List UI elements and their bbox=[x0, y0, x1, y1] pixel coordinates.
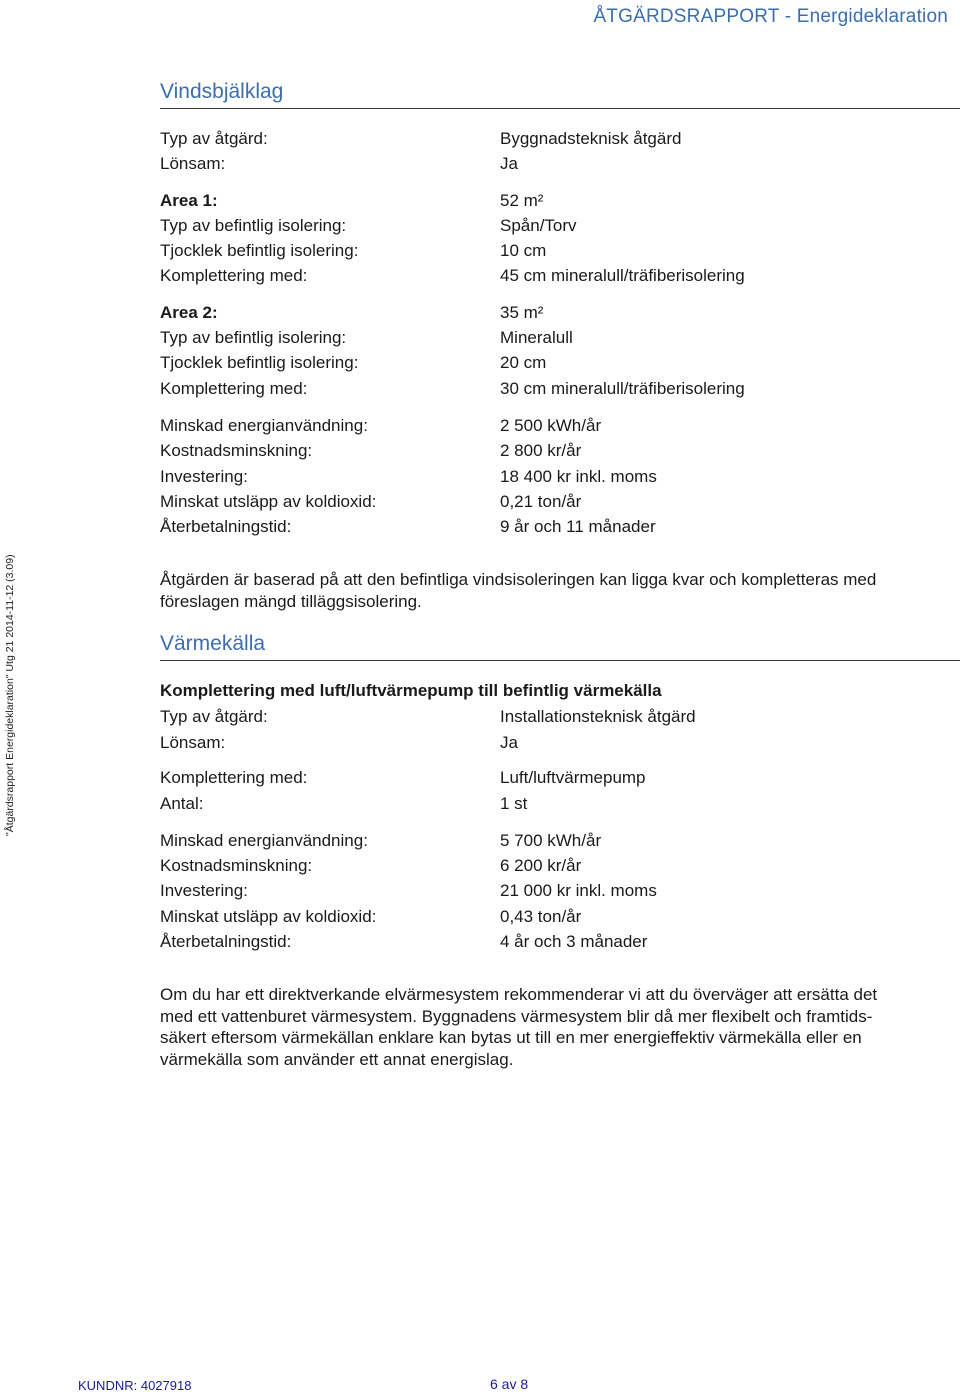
row-kostnad bbox=[160, 439, 940, 463]
row-area2-kompl bbox=[160, 377, 940, 401]
vk-row-invest bbox=[160, 879, 940, 903]
vk-row-kompl bbox=[160, 766, 940, 790]
value-energi: 2 500 kWh/år bbox=[500, 416, 602, 435]
label-area2-tjock: Tjocklek befintlig isolering: bbox=[160, 353, 359, 372]
value-co2: 0,21 ton/år bbox=[500, 492, 582, 511]
note-line: värmekälla som använder ett annat energislag. bbox=[160, 1049, 514, 1069]
row-area1-isol bbox=[160, 214, 940, 238]
value-area2-isol: Mineralull bbox=[500, 328, 573, 347]
label-kostnad: Kostnadsminskning: bbox=[160, 441, 313, 460]
section-title-vindsbjalklag: Vindsbjälklag bbox=[160, 80, 960, 109]
row-area2-tjock bbox=[160, 351, 940, 375]
vk-value-typ: Installationsteknisk åtgärd bbox=[500, 707, 696, 726]
label-energi: Minskad energianvändning: bbox=[160, 416, 368, 435]
vk-value-energi: 5 700 kWh/år bbox=[500, 831, 602, 850]
vk-row-lonsam bbox=[160, 731, 940, 755]
value-area1-kompl: 45 cm mineralull/träfiberisolering bbox=[500, 266, 745, 285]
value-area1-tjock: 10 cm bbox=[500, 241, 547, 260]
vk-value-kostnad: 6 200 kr/år bbox=[500, 856, 582, 875]
varmekalla-subhead: Komplettering med luft/luftvärmepump till befintlig värmekälla bbox=[160, 681, 662, 700]
value-area1: 52 m² bbox=[500, 191, 544, 210]
label-area2-kompl: Komplettering med: bbox=[160, 379, 308, 398]
value-lonsam: Ja bbox=[500, 154, 518, 173]
label-co2: Minskat utsläpp av koldioxid: bbox=[160, 492, 377, 511]
note-line: med ett vattenburet värmesystem. Byggnadens värmesystem blir då mer flexibelt och framtids- bbox=[160, 1006, 873, 1026]
label-area1-kompl: Komplettering med: bbox=[160, 266, 308, 285]
vk-label-aterbet: Återbetalningstid: bbox=[160, 932, 292, 951]
vk-row-aterbet bbox=[160, 930, 940, 954]
vk-row-co2 bbox=[160, 905, 940, 929]
row-area1-tjock bbox=[160, 239, 940, 263]
varmekalla-note bbox=[160, 984, 940, 1070]
vindsbjalklag-note: Åtgärden är baserad på att den befintliga vindsisoleringen kan ligga kvar och kompletteras med föreslagen mängd tilläggsisolering. bbox=[160, 570, 877, 611]
row-typ bbox=[160, 127, 940, 151]
row-energi bbox=[160, 414, 940, 438]
vk-label-kompl: Komplettering med: bbox=[160, 768, 308, 787]
vk-label-co2: Minskat utsläpp av koldioxid: bbox=[160, 907, 377, 926]
row-area2-isol bbox=[160, 326, 940, 350]
vk-value-co2: 0,43 ton/år bbox=[500, 907, 582, 926]
row-aterbet bbox=[160, 515, 940, 539]
footer-page-number: 6 av 8 bbox=[490, 1376, 529, 1392]
note-line: Om du har ett direktverkande elvärmesystem rekommenderar vi att du överväger att ersätta det bbox=[160, 985, 878, 1004]
footer-kundnr: KUNDNR: 4027918 bbox=[78, 1378, 192, 1393]
vk-value-aterbet: 4 år och 3 månader bbox=[500, 932, 648, 951]
vk-row-antal bbox=[160, 792, 940, 816]
row-area2 bbox=[160, 301, 940, 325]
vk-value-invest: 21 000 kr inkl. moms bbox=[500, 881, 657, 900]
label-typ: Typ av åtgärd: bbox=[160, 129, 268, 148]
label-lonsam: Lönsam: bbox=[160, 154, 226, 173]
value-area2-kompl: 30 cm mineralull/träfiberisolering bbox=[500, 379, 745, 398]
row-invest bbox=[160, 465, 940, 489]
sidebar-version-note bbox=[0, 554, 22, 840]
value-typ: Byggnadsteknisk åtgärd bbox=[500, 129, 682, 148]
value-kostnad: 2 800 kr/år bbox=[500, 441, 582, 460]
row-lonsam bbox=[160, 152, 940, 176]
value-invest: 18 400 kr inkl. moms bbox=[500, 467, 657, 486]
vk-value-antal: 1 st bbox=[500, 794, 528, 813]
value-area2-tjock: 20 cm bbox=[500, 353, 547, 372]
vk-label-energi: Minskad energianvändning: bbox=[160, 831, 368, 850]
vk-label-invest: Investering: bbox=[160, 881, 248, 900]
label-area2: Area 2: bbox=[160, 303, 218, 322]
vk-label-lonsam: Lönsam: bbox=[160, 733, 226, 752]
label-aterbet: Återbetalningstid: bbox=[160, 517, 292, 536]
vk-label-kostnad: Kostnadsminskning: bbox=[160, 856, 313, 875]
note-line: säkert eftersom värmekällan enklare kan bytas ut till en mer energieffektiv värmekälla eller en bbox=[160, 1028, 862, 1047]
row-co2 bbox=[160, 490, 940, 514]
value-area1-isol: Spån/Torv bbox=[500, 216, 577, 235]
sidebar-text: "Åtgärdsrapport Energideklaration" Utg 21 2014-11-12 (3.09) bbox=[4, 554, 16, 836]
report-header: ÅTGÄRDSRAPPORT - Energideklaration bbox=[593, 6, 948, 27]
value-aterbet: 9 år och 11 månader bbox=[500, 517, 656, 536]
vk-label-antal: Antal: bbox=[160, 794, 204, 813]
value-area2: 35 m² bbox=[500, 303, 544, 322]
label-area1-isol: Typ av befintlig isolering: bbox=[160, 216, 347, 235]
label-area1-tjock: Tjocklek befintlig isolering: bbox=[160, 241, 359, 260]
vk-row-typ bbox=[160, 705, 940, 729]
vk-value-kompl: Luft/luftvärmepump bbox=[500, 768, 646, 787]
section-title-varmekalla: Värmekälla bbox=[160, 632, 960, 661]
row-area1-kompl bbox=[160, 264, 940, 288]
vk-row-kostnad bbox=[160, 854, 940, 878]
label-area1: Area 1: bbox=[160, 191, 218, 210]
vk-label-typ: Typ av åtgärd: bbox=[160, 707, 268, 726]
label-area2-isol: Typ av befintlig isolering: bbox=[160, 328, 347, 347]
vk-row-energi bbox=[160, 829, 940, 853]
row-area1 bbox=[160, 189, 940, 213]
label-invest: Investering: bbox=[160, 467, 248, 486]
vk-value-lonsam: Ja bbox=[500, 733, 518, 752]
